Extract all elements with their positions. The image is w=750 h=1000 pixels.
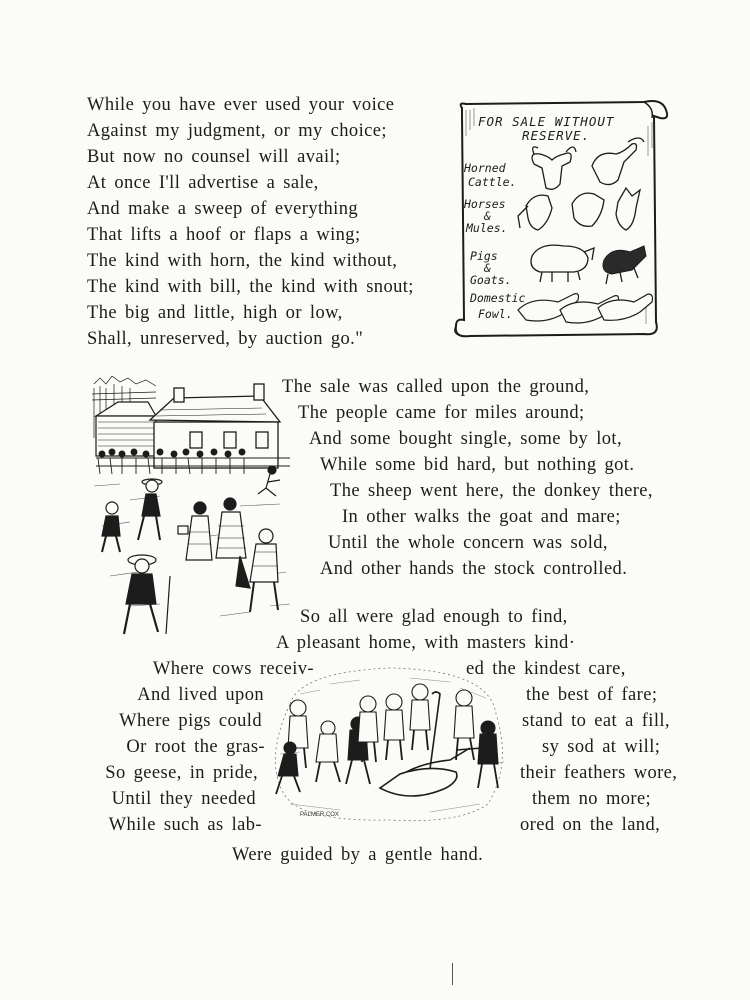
farm-sale-illustration xyxy=(90,376,296,640)
poem-line: But now no counsel will avail; xyxy=(87,147,341,167)
poster-label: Domestic xyxy=(470,291,526,305)
child-figure xyxy=(102,502,120,552)
brownies-vignette-illustration xyxy=(260,664,522,824)
poster-label: Fowl. xyxy=(478,307,513,321)
poem-line: A pleasant home, with masters kind· xyxy=(276,633,576,653)
poem-line-right: stand to eat a fill, xyxy=(522,711,670,731)
poster-label: Horned xyxy=(464,161,506,175)
poster-subtitle: RESERVE. xyxy=(522,128,591,143)
page-edge-mark xyxy=(452,963,455,985)
poem-line: The kind with horn, the kind without, xyxy=(87,251,398,271)
woman-figure xyxy=(178,498,246,560)
poem-line-left: While such as lab- xyxy=(108,815,262,835)
poem-closing-line: Were guided by a gentle hand. xyxy=(232,845,484,865)
boy-with-staff xyxy=(124,555,170,634)
poster-title: FOR SALE WITHOUT xyxy=(478,114,615,129)
poem-line: At once I'll advertise a sale, xyxy=(87,173,319,193)
poem-line: That lifts a hoof or flaps a wing; xyxy=(87,225,361,245)
poster-label: Mules. xyxy=(466,221,508,235)
poem-line-left: Until they needed xyxy=(111,789,256,809)
poem-line: In other walks the goat and mare; xyxy=(342,507,621,527)
poem-line: The big and little, high or low, xyxy=(87,303,343,323)
poem-line: While some bid hard, but nothing got. xyxy=(320,455,635,475)
poem-line-right: their feathers wore, xyxy=(520,763,678,783)
poster-label: & xyxy=(484,261,491,275)
poem-line-right: sy sod at will; xyxy=(542,737,661,757)
poem-line: And some bought single, some by lot, xyxy=(309,429,622,449)
poem-line-left: So geese, in pride, xyxy=(105,763,258,783)
poem-line: Against my judgment, or my choice; xyxy=(87,121,387,141)
poem-line: Until the whole concern was sold, xyxy=(328,533,608,553)
poem-line-right: ed the kindest care, xyxy=(466,659,626,679)
poem-line: The kind with bill, the kind with snout; xyxy=(87,277,414,297)
man-with-basket xyxy=(138,479,162,540)
poster-label: Pigs xyxy=(470,249,498,263)
auction-poster-illustration xyxy=(448,96,674,344)
poem-line-left: And lived upon xyxy=(137,685,264,705)
poster-label: Goats. xyxy=(470,273,512,287)
poem-line: While you have ever used your voice xyxy=(87,95,395,115)
poem-line: And make a sweep of everything xyxy=(87,199,359,219)
poem-line: The people came for miles around; xyxy=(298,403,585,423)
poem-line-right: the best of fare; xyxy=(526,685,658,705)
poem-line: And other hands the stock controlled. xyxy=(320,559,628,579)
poem-line-left: Or root the gras- xyxy=(126,737,265,757)
poster-label: & xyxy=(484,209,491,223)
poem-line-right: ored on the land, xyxy=(520,815,661,835)
poster-label: Cattle. xyxy=(468,175,517,189)
running-figure xyxy=(258,466,280,496)
poem-line-left: Where pigs could xyxy=(119,711,262,731)
poem-line: The sale was called upon the ground, xyxy=(282,377,590,397)
poem-line-left: Where cows receiv- xyxy=(152,659,314,679)
poem-line-right: them no more; xyxy=(532,789,652,809)
poster-label: Horses xyxy=(464,197,506,211)
poem-line: Shall, unreserved, by auction go." xyxy=(87,329,364,349)
artist-signature: PALMER COX xyxy=(300,812,339,818)
poem-line: The sheep went here, the donkey there, xyxy=(330,481,653,501)
brownie-figures xyxy=(276,684,498,794)
poem-line: So all were glad enough to find, xyxy=(300,607,568,627)
